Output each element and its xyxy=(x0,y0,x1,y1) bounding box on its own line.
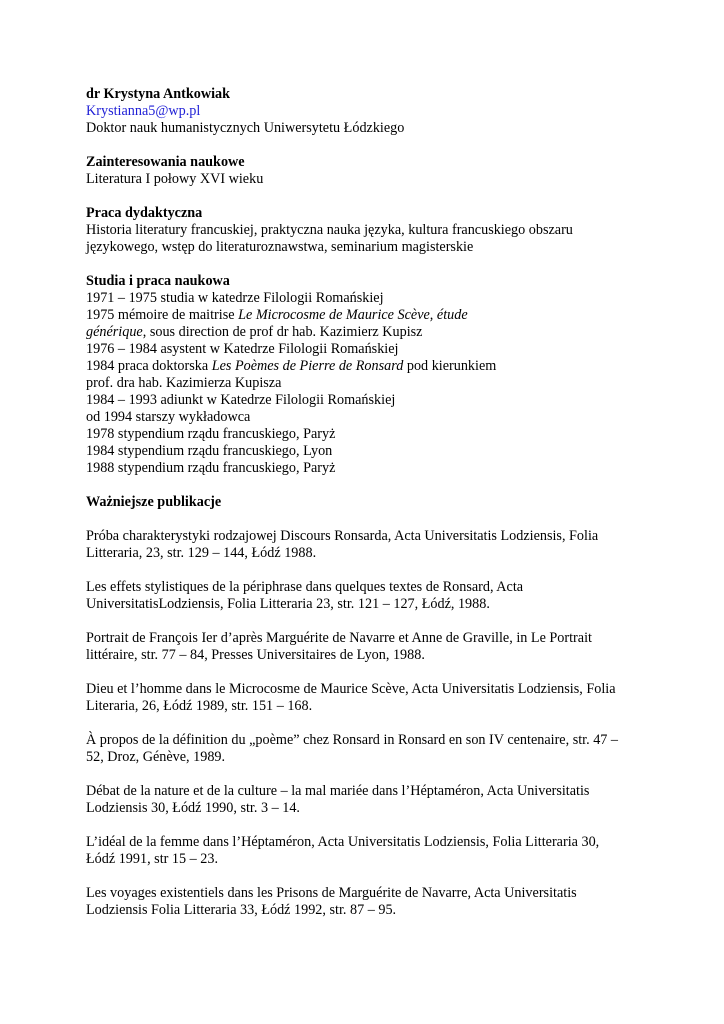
thesis-title: générique xyxy=(86,324,143,340)
spacer xyxy=(86,477,646,494)
studies-line: od 1994 starszy wykładowca xyxy=(86,409,251,425)
studies-line: prof. dra hab. Kazimierza Kupisza xyxy=(86,375,282,391)
studies-line xyxy=(86,307,646,324)
spacer xyxy=(86,715,646,732)
publication-line: Lodziensis Folia Litteraria 33, Łódź 1992, str. 87 – 95. xyxy=(86,902,397,918)
teaching-line: językowego, wstęp do literaturoznawstwa, seminarium magisterskie xyxy=(86,239,474,255)
publication-line: Les voyages existentiels dans les Prisons de Marguérite de Navarre, Acta Universitatis xyxy=(86,885,577,901)
interests-text: Literatura I połowy XVI wieku xyxy=(86,171,264,187)
author-name: dr Krystyna Antkowiak xyxy=(86,86,231,102)
studies-line xyxy=(86,324,646,341)
studies-text: , sous direction de prof dr hab. Kazimierz Kupisz xyxy=(142,324,423,340)
publications-heading: Ważniejsze publikacje xyxy=(86,494,222,510)
publication-line: Portrait de François Ier d’après Marguérite de Navarre et Anne de Graville, in Le Portrait xyxy=(86,630,592,646)
spacer xyxy=(86,766,646,783)
spacer xyxy=(86,188,646,205)
degree-text: Doktor nauk humanistycznych Uniwersytetu Łódzkiego xyxy=(86,120,405,136)
thesis-title: Le Microcosme de Maurice Scève, étude xyxy=(238,307,468,323)
interests-heading: Zainteresowania naukowe xyxy=(86,154,245,170)
studies-line: 1984 stypendium rządu francuskiego, Lyon xyxy=(86,443,333,459)
email-link[interactable]: Krystianna5@wp.pl xyxy=(86,103,201,119)
studies-line: 1971 – 1975 studia w katedrze Filologii Romańskiej xyxy=(86,290,384,306)
publication-line: Łódź 1991, str 15 – 23. xyxy=(86,851,219,867)
publication-line: UniversitatisLodziensis, Folia Litteraria 23, str. 121 – 127, Łódź, 1988. xyxy=(86,596,490,612)
studies-line: 1978 stypendium rządu francuskiego, Paryż xyxy=(86,426,336,442)
studies-line: 1984 – 1993 adiunkt w Katedrze Filologii Romańskiej xyxy=(86,392,396,408)
publication-line: À propos de la définition du „poème” chez Ronsard in Ronsard en son IV centenaire, str. 47 – xyxy=(86,732,619,748)
spacer xyxy=(86,817,646,834)
spacer xyxy=(86,256,646,273)
publication-line: Próba charakterystyki rodzajowej Discours Ronsarda, Acta Universitatis Lodziensis, Folia xyxy=(86,528,599,544)
spacer xyxy=(86,613,646,630)
studies-text: 1975 mémoire de maitrise xyxy=(86,307,239,323)
document-body xyxy=(86,86,646,919)
studies-text: 1984 praca doktorska xyxy=(86,358,212,374)
studies-text: pod kierunkiem xyxy=(403,358,497,374)
dissertation-title: Les Poèmes de Pierre de Ronsard xyxy=(211,358,404,374)
teaching-heading: Praca dydaktyczna xyxy=(86,205,203,221)
spacer xyxy=(86,664,646,681)
publication-line: 52, Droz, Génève, 1989. xyxy=(86,749,226,765)
publication-line: Literaria, 26, Łódź 1989, str. 151 – 168. xyxy=(86,698,313,714)
studies-heading: Studia i praca naukowa xyxy=(86,273,230,289)
publication-line: Dieu et l’homme dans le Microcosme de Maurice Scève, Acta Universitatis Lodziensis, Folia xyxy=(86,681,616,697)
publication-line: L’idéal de la femme dans l’Héptaméron, Acta Universitatis Lodziensis, Folia Litteraria 30, xyxy=(86,834,600,850)
studies-line xyxy=(86,358,646,375)
publication-line: Débat de la nature et de la culture – la mal mariée dans l’Héptaméron, Acta Universitatis xyxy=(86,783,590,799)
publication-line: Les effets stylistiques de la périphrase dans quelques textes de Ronsard, Acta xyxy=(86,579,524,595)
publication-line: littéraire, str. 77 – 84, Presses Universitaires de Lyon, 1988. xyxy=(86,647,425,663)
publication-line: Lodziensis 30, Łódź 1990, str. 3 – 14. xyxy=(86,800,300,816)
studies-line: 1988 stypendium rządu francuskiego, Paryż xyxy=(86,460,336,476)
publication-line: Litteraria, 23, str. 129 – 144, Łódź 1988. xyxy=(86,545,317,561)
spacer xyxy=(86,868,646,885)
teaching-line: Historia literatury francuskiej, praktyczna nauka języka, kultura francuskiego obszaru xyxy=(86,222,573,238)
spacer xyxy=(86,511,646,528)
studies-line: 1976 – 1984 asystent w Katedrze Filologii Romańskiej xyxy=(86,341,399,357)
spacer xyxy=(86,562,646,579)
spacer xyxy=(86,137,646,154)
